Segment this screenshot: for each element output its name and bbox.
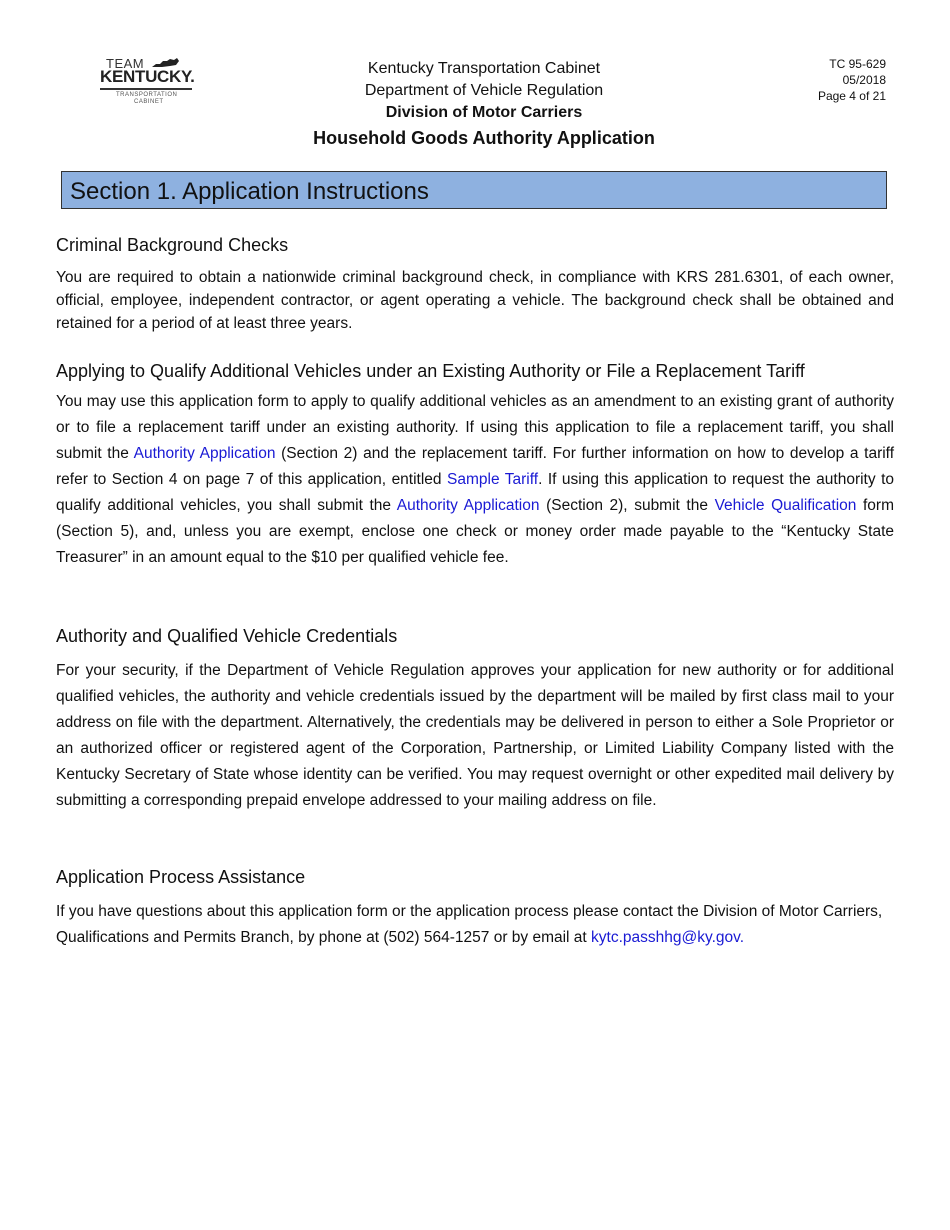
- vehicle-qualification-link[interactable]: Vehicle Qualification: [714, 497, 857, 514]
- authority-application-link-2[interactable]: Authority Application: [396, 497, 540, 514]
- form-number: TC 95-629: [829, 57, 886, 71]
- apply-text-3: . If using this application to request the authority to qualify additional vehicles, you shall submit the: [56, 471, 895, 514]
- document-title: Household Goods Authority Application: [313, 128, 655, 148]
- logo-subtitle-1: TRANSPORTATION: [116, 92, 178, 98]
- header-division: Division of Motor Carriers: [385, 104, 583, 121]
- header-department: Department of Vehicle Regulation: [364, 82, 604, 99]
- page-number: Page 4 of 21: [817, 89, 886, 103]
- apply-text-5: form (Section 5), and, unless you are exempt, enclose one check or money order made payable to the “Kentucky State Treasurer” in an amount equal to the $10 per qualified vehicle fee.: [56, 497, 895, 566]
- logo-team-text: TEAM: [106, 56, 145, 71]
- apply-text-2: (Section 2) and the replacement tariff. For further information on how to develop a tariff refer to Section 4 on page 7 of this application, entitled: [56, 445, 895, 488]
- logo-subtitle-2: CABINET: [134, 99, 164, 105]
- logo-kentucky-text: KENTUCKY.: [100, 67, 195, 86]
- authority-application-link[interactable]: Authority Application: [133, 445, 276, 462]
- section-title: Section 1. Application Instructions: [70, 178, 429, 205]
- heading-additional-vehicles: Applying to Qualify Additional Vehicles under an Existing Authority or File a Replacement Tariff: [56, 361, 805, 381]
- heading-credentials: Authority and Qualified Vehicle Credentials: [56, 626, 398, 646]
- apply-text-4: (Section 2), submit the: [539, 497, 715, 514]
- form-info: [760, 56, 886, 104]
- paragraph-credentials: For your security, if the Department of Vehicle Regulation approves your application for new authority or for additional qualified vehicles, the authority and vehicle credentials issued by the department will be mailed by first class mail to your address on file with the department. Alternatively, the credentials may be delivered in person to either a Sole Proprietor or an authorized officer or registered agent of the Corporation, Partnership, or Limited Liability Company listed with the Kentucky Secretary of State whose identity can be verified. You may request overnight or other expedited mail delivery by submitting a corresponding prepaid envelope addressed to your mailing address on file.: [56, 662, 894, 809]
- heading-assistance: Application Process Assistance: [56, 867, 306, 887]
- assist-text: If you have questions about this application form or the application process please contact the Division of Motor Carriers, Qualifications and Permits Branch, by phone at (502) 564-1257 or by email at: [56, 903, 883, 946]
- team-kentucky-logo: [100, 56, 194, 110]
- email-link[interactable]: kytc.passhhg@ky.gov.: [591, 929, 745, 946]
- heading-criminal-background: Criminal Background Checks: [56, 235, 289, 255]
- form-date: 05/2018: [842, 73, 886, 87]
- paragraph-additional-vehicles: [56, 389, 894, 571]
- document-header: [240, 58, 728, 151]
- section-title-bar: [61, 171, 887, 209]
- logo-rule: [100, 88, 192, 90]
- header-cabinet: Kentucky Transportation Cabinet: [367, 60, 601, 77]
- paragraph-criminal-background: You are required to obtain a nationwide criminal background check, in compliance with KRS 281.6301, of each owner, official, employee, independent contractor, or agent operating a vehicle. The background check shall be obtained and retained for a period of at least three years.: [56, 269, 894, 332]
- apply-text-1: You may use this application form to apply to qualify additional vehicles as an amendment to an existing grant of authority or to file a replacement tariff under an existing authority. If using this application to file a replacement tariff, you shall submit the: [56, 393, 894, 462]
- paragraph-assistance: [56, 899, 894, 951]
- sample-tariff-link[interactable]: Sample Tariff: [447, 471, 539, 488]
